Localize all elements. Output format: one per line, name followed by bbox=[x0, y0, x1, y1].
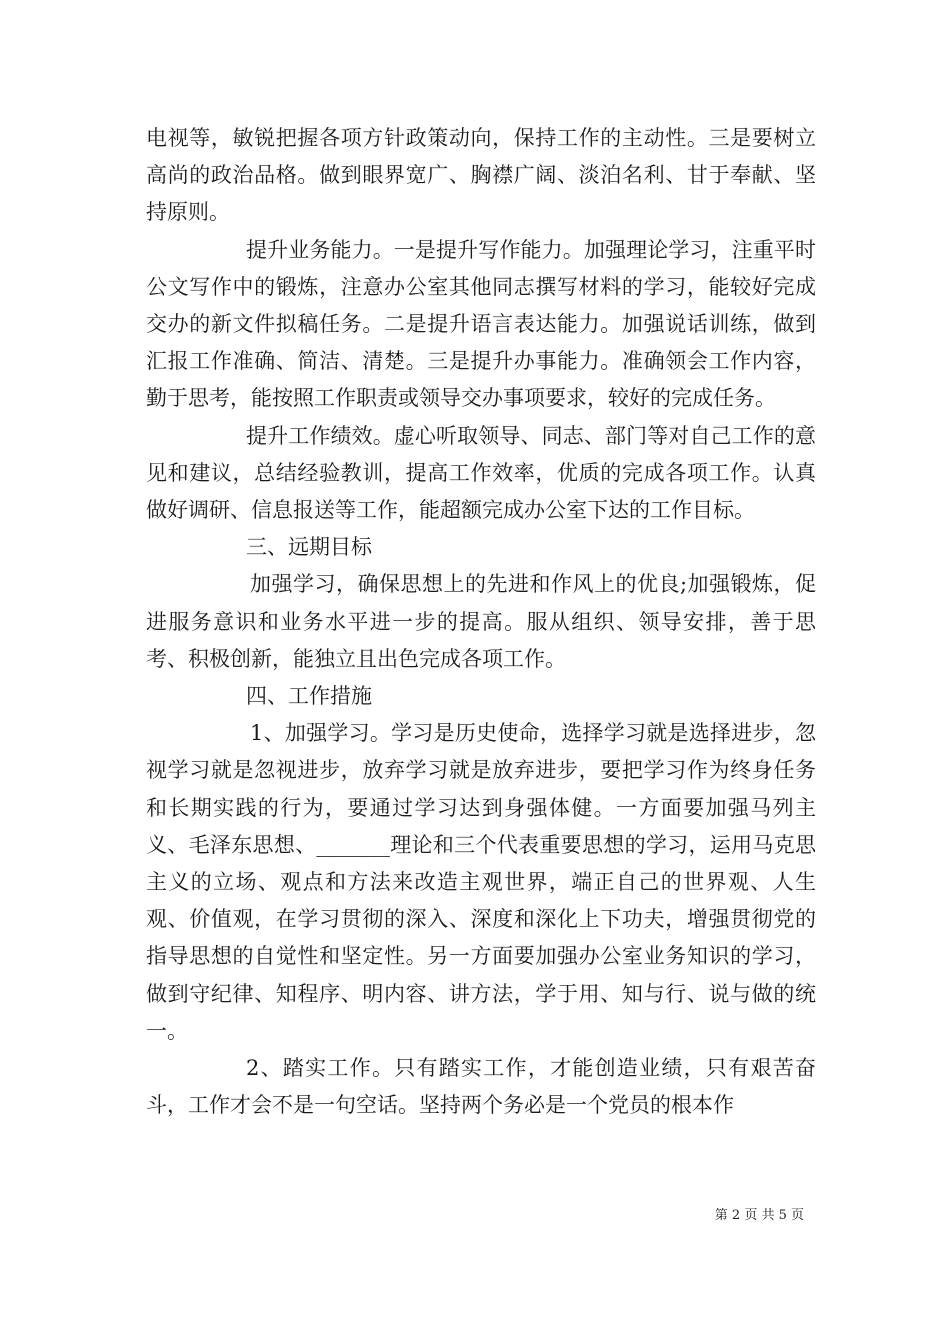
paragraph-business-ability: 提升业务能力。一是提升写作能力。加强理论学习，注重平时公文写作中的锻炼，注意办公室其他同志撰写材料的学习，能较好完成交办的新文件拟稿任务。二是提升语言表达能力。加强说话训练，做到汇报工作准确、简洁、清楚。三是提升办事能力。准确领会工作内容，勤于思考，能按照工作职责或领导交办事项要求，较好的完成任务。 bbox=[146, 237, 816, 411]
paragraph-solid-work: 2、踏实工作。只有踏实工作，才能创造业绩，只有艰苦奋斗，工作才会不是一句空话。坚持两个务必是一个党员的根本作 bbox=[146, 1056, 816, 1118]
paragraph-long-term-goals: 加强学习，确保思想上的先进和作风上的优良;加强锻炼，促进服务意识和业务水平进一步的提高。服从组织、领导安排，善于思考、积极创新，能独立且出色完成各项工作。 bbox=[146, 572, 816, 671]
document-body bbox=[146, 120, 816, 1124]
heading-work-measures: 四、工作措施 bbox=[246, 684, 372, 709]
page-number: 第 2 页 共 5 页 bbox=[714, 1208, 804, 1223]
paragraph-strengthen-study: 1、加强学习。学习是历史使命，选择学习就是选择进步，忽视学习就是忽视进步，放弃学习就是放弃进步，要把学习作为终身任务和长期实践的行为，要通过学习达到身强体健。一方面要加强马列主义、毛泽东思想、_______理论和三个代表重要思想的学习，运用马克思主义的立场、观点和方法来改造主观世界，端正自己的世界观、人生观、价值观，在学习贯彻的深入、深度和深化上下功夫，增强贯彻党的指导思想的自觉性和坚定性。另一方面要加强办公室业务知识的学习，做到守纪律、知程序、明内容、讲方法，学于用、知与行、说与做的统一。 bbox=[146, 721, 816, 1043]
heading-long-term-goals: 三、远期目标 bbox=[246, 535, 372, 560]
paragraph-work-performance: 提升工作绩效。虚心听取领导、同志、部门等对自己工作的意见和建议，总结经验教训，提高工作效率，优质的完成各项工作。认真做好调研、信息报送等工作，能超额完成办公室下达的工作目标。 bbox=[146, 423, 816, 523]
paragraph-political-quality: 电视等，敏锐把握各项方针政策动向，保持工作的主动性。三是要树立高尚的政治品格。做到眼界宽广、胸襟广阔、淡泊名利、甘于奉献、坚持原则。 bbox=[146, 126, 816, 225]
